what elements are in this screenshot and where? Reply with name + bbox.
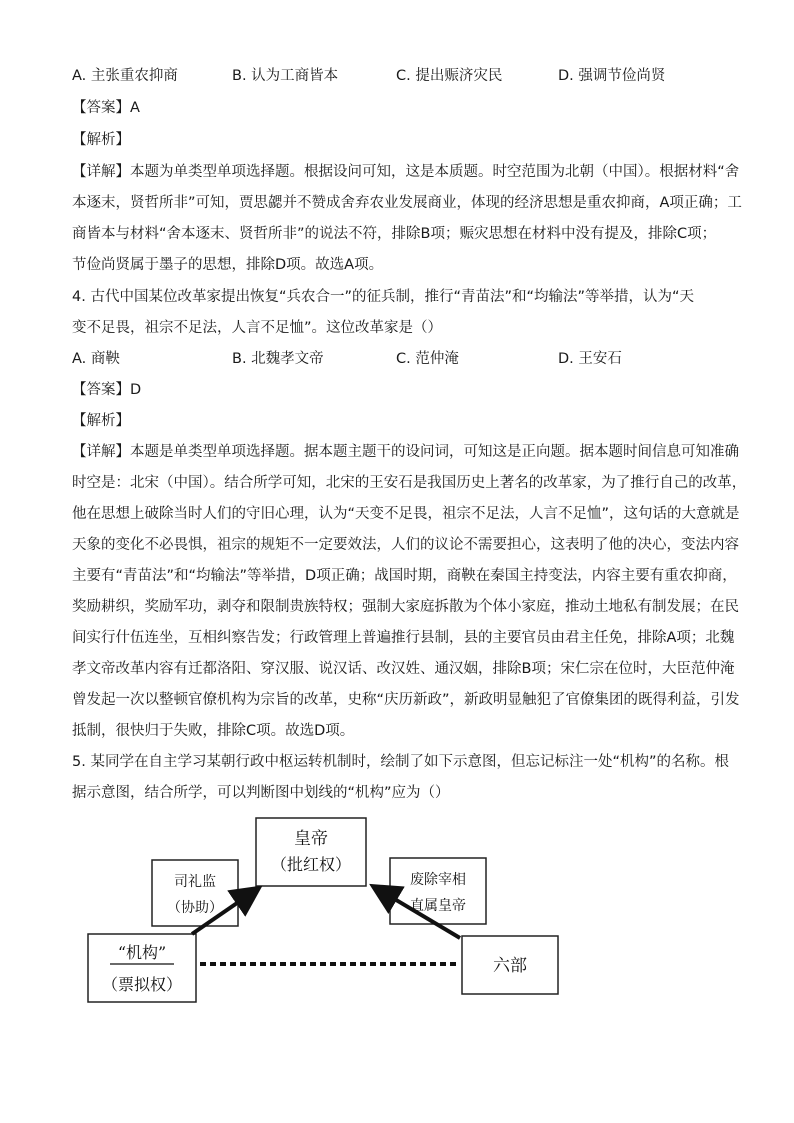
- abolish-line1-label: 废除宰相: [410, 872, 466, 888]
- q4-detail-line: 【详解】本题是单类型单项选择题。据本题主题干的设问词，可知这是正向题。据本题时间信息可知准确: [72, 444, 739, 460]
- q4-detail-line: 时空是：北宋（中国）。结合所学可知，北宋的王安石是我国历史上著名的改革家，为了推行自己的改革，: [72, 475, 747, 491]
- emperor-label: 皇帝: [294, 829, 328, 849]
- q4-detail-line: 孝文帝改革内容有迁都洛阳、穿汉服、说汉话、改汉姓、通汉姻，排除B项；宋仁宗在位时，大臣范仲淹: [72, 661, 735, 677]
- q4-analysis-heading: 【解析】: [72, 413, 130, 429]
- silijian-box: [152, 860, 238, 926]
- q4-answer: 【答案】D: [72, 382, 142, 398]
- q3-option-d: D. 强调节俭尚贤: [558, 68, 666, 84]
- q4-stem-line: 变不足畏，祖宗不足法，人言不足恤”。这位改革家是（）: [72, 320, 443, 336]
- q4-stem-line: 4. 古代中国某位改革家提出恢复“兵农合一”的征兵制，推行“青苗法”和“均输法”等举措，认为“天: [72, 289, 695, 305]
- q4-detail-line: 天象的变化不必畏惧，祖宗的规矩不一定要效法，人们的议论不需要担心，这表明了他的决心，变法内容: [72, 537, 739, 553]
- q3-option-b: B. 认为工商皆本: [232, 68, 339, 84]
- abolish-line2-label: 直属皇帝: [410, 898, 466, 914]
- q4-option-a: A. 商鞅: [72, 351, 120, 367]
- q4-detail-line: 曾发起一次以整顿官僚机构为宗旨的改革，史称“庆历新政”，新政明显触犯了官僚集团的既得利益，引发: [72, 692, 740, 708]
- q3-option-c: C. 提出赈济灾民: [396, 68, 503, 84]
- q3-option-a: A. 主张重农抑商: [72, 68, 178, 84]
- silijian-label: 司礼监: [174, 874, 216, 890]
- silijian-role-label: （协助）: [167, 900, 223, 916]
- q5-stem-line: 据示意图，结合所学，可以判断图中划线的“机构”应为（）: [72, 785, 450, 801]
- q4-option-d: D. 王安石: [558, 351, 622, 367]
- jigou-power-label: （票拟权）: [101, 975, 183, 994]
- q4-detail-line: 间实行什伍连坐，互相纠察告发；行政管理上普遍推行县制，县的主要官员由君主任免，排除A项；北魏: [72, 630, 735, 646]
- q5-stem-line: 5. 某同学在自主学习某朝行政中枢运转机制时，绘制了如下示意图，但忘记标注一处“机构”的名称。根: [72, 754, 729, 770]
- q4-detail-line: 主要有“青苗法”和“均输法”等举措，D项正确；战国时期，商鞅在秦国主持变法，内容主要有重农抑商，: [72, 568, 737, 584]
- liubu-label: 六部: [493, 956, 527, 976]
- q3-options: [72, 66, 722, 86]
- q4-option-b: B. 北魏孝文帝: [232, 351, 324, 367]
- emperor-power-label: （批红权）: [270, 855, 352, 874]
- q4-detail-line: 他在思想上破除当时人们的守旧心理，认为“天变不足畏，祖宗不足法，人言不足恤”，这句话的大意就是: [72, 506, 740, 522]
- jigou-label: “机构”: [117, 943, 167, 962]
- q4-options: [72, 349, 722, 369]
- q3-analysis-heading: 【解析】: [72, 132, 130, 148]
- q3-detail-line: 节俭尚贤属于墨子的思想，排除D项。故选A项。: [72, 257, 384, 273]
- abolish-chancellor-box: [390, 858, 486, 924]
- q4-detail-line: 奖励耕织，奖励军功，剥夺和限制贵族特权；强制大家庭拆散为个体小家庭，推动土地私有制发展；在民: [72, 599, 739, 615]
- q4-detail-line: 抵制，很快归于失败，排除C项。故选D项。: [72, 723, 355, 739]
- q3-detail-line: 本逐末，贤哲所非”可知，贾思勰并不赞成舍弃农业发展商业，体现的经济思想是重农抑商，A项正确；工: [72, 195, 742, 211]
- q3-detail-line: 【详解】本题为单类型单项选择题。根据设问可知，这是本质题。时空范围为北朝（中国）。根据材料“舍: [72, 164, 740, 180]
- q3-detail-line: 商皆本与材料“舍本逐末、贤哲所非”的说法不符，排除B项；赈灾思想在材料中没有提及，排除C项；: [72, 226, 717, 242]
- q3-answer: 【答案】A: [72, 100, 140, 116]
- admin-flow-diagram: [80, 812, 580, 1012]
- q4-option-c: C. 范仲淹: [396, 351, 459, 367]
